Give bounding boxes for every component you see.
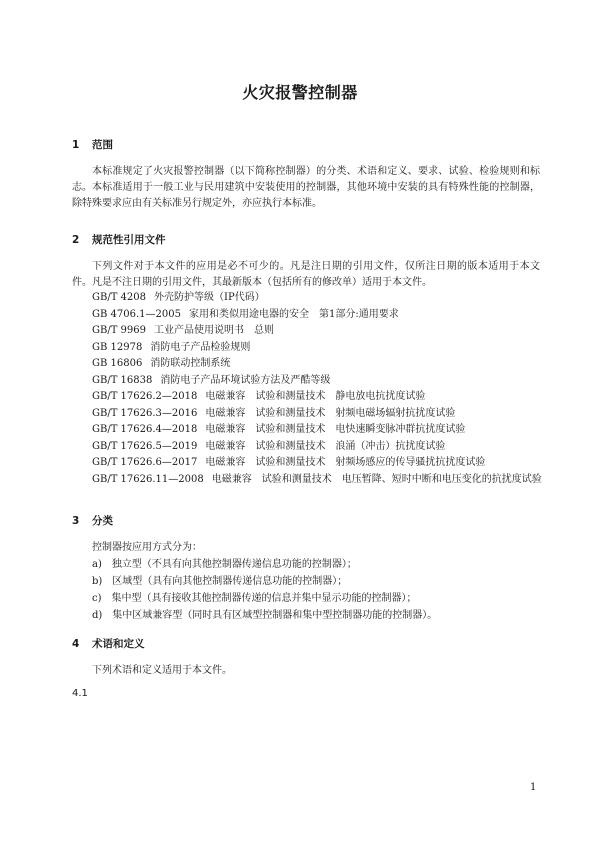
reference-title: 消防电子产品环境试验方法及严酷等级 [160, 374, 331, 386]
reference-code: GB/T 17626.6—2017 [92, 457, 198, 468]
classification-item: a) 独立型（不具有向其他控制器传递信息功能的控制器）； [92, 559, 357, 570]
section-title: 分类 [92, 515, 113, 527]
classification-item: c) 集中型（具有接收其他控制器传递的信息并集中显示功能的控制器）； [92, 593, 417, 604]
section-number: 2 [72, 234, 80, 246]
reference-item [72, 406, 544, 422]
reference-item [72, 472, 544, 488]
reference-item [72, 455, 544, 471]
section-number: 3 [72, 515, 80, 527]
reference-title: 消防电子产品检验规则 [150, 341, 251, 353]
reference-item [72, 422, 544, 438]
section-4-heading [72, 636, 145, 651]
reference-item [72, 356, 544, 372]
section-title: 范围 [92, 139, 113, 151]
reference-code: GB/T 17626.5—2019 [92, 440, 198, 452]
section-1-heading [72, 137, 113, 152]
reference-title: 电磁兼容 试验和测量技术 电快速瞬变脉冲群抗扰度试验 [205, 424, 466, 435]
section-1-paragraph-1: 本标准规定了火灾报警控制器（以下简称控制器）的分类、术语和定义、要求、试验、检验规则和标志。 [72, 166, 540, 193]
section-title: 术语和定义 [92, 638, 145, 650]
document-title: 火灾报警控制器 [242, 83, 358, 102]
reference-title: 电磁兼容 试验和测量技术 电压暂降、短时中断和电压变化的抗扰度试验 [211, 473, 542, 485]
reference-title: 家用和类似用途电器的安全 第1部分:通用要求 [188, 308, 399, 320]
reference-title: 消防联动控制系统 [150, 358, 231, 369]
reference-code: GB/T 4208 [92, 292, 147, 303]
section-2-intro: 下列文件对于本文件的应用是必不可少的。凡是注日期的引用文件，仅所注日期的版本适用于本文件。凡是不注日期的引用文件，其最新版本（包括所有的修改单）适用于本文件。 [72, 261, 540, 288]
reference-item [72, 439, 544, 455]
page-number: 1 [530, 782, 537, 793]
reference-code: GB/T 9969 [92, 325, 147, 336]
reference-item [72, 373, 544, 389]
reference-item [72, 340, 544, 356]
reference-code: GB/T 16838 [92, 374, 153, 386]
reference-code: GB/T 17626.4—2018 [92, 424, 198, 435]
reference-title: 工业产品使用说明书 总则 [154, 325, 275, 336]
classification-item: b) 区域型（具有向其他控制器传递信息功能的控制器）； [92, 576, 348, 587]
reference-item [72, 290, 544, 306]
section-number: 1 [72, 139, 80, 151]
reference-title: 电磁兼容 试验和测量技术 射频电磁场辐射抗扰度试验 [205, 407, 456, 419]
section-2-heading [72, 232, 166, 247]
reference-code: GB/T 17626.3—2016 [92, 407, 198, 419]
reference-item [72, 389, 544, 405]
section-3-intro: 控制器按应用方式分为： [92, 542, 202, 553]
reference-code: GB/T 17626.11—2008 [92, 473, 204, 485]
section-title: 规范性引用文件 [92, 234, 166, 246]
section-1-paragraph-2: 本标准适用于一般工业与民用建筑中安装使用的控制器，其他环境中安装的具有特殊性能的控制器，除特殊要求应由有关标准另行规定外，亦应执行本标准。 [72, 182, 540, 209]
reference-code: GB/T 17626.2—2018 [92, 391, 198, 402]
reference-code: GB 4706.1—2005 [92, 308, 181, 320]
reference-item [72, 323, 544, 339]
reference-title: 电磁兼容 试验和测量技术 静电放电抗扰度试验 [205, 391, 426, 402]
section-4-intro: 下列术语和定义适用于本文件。 [92, 665, 232, 676]
reference-item [72, 307, 544, 323]
reference-code: GB 16806 [92, 358, 143, 369]
section-number: 4 [72, 638, 80, 650]
subsection-number: 4.1 [72, 688, 88, 699]
reference-title: 电磁兼容 试验和测量技术 浪涌（冲击）抗扰度试验 [205, 440, 446, 452]
section-3-heading [72, 513, 113, 528]
reference-code: GB 12978 [92, 341, 143, 353]
classification-item: d) 集中区域兼容型（同时具有区域型控制器和集中型控制器功能的控制器）。 [92, 610, 438, 621]
reference-title: 电磁兼容 试验和测量技术 射频场感应的传导骚扰抗扰度试验 [205, 457, 486, 468]
reference-title: 外壳防护等级（IP代码） [154, 292, 265, 303]
